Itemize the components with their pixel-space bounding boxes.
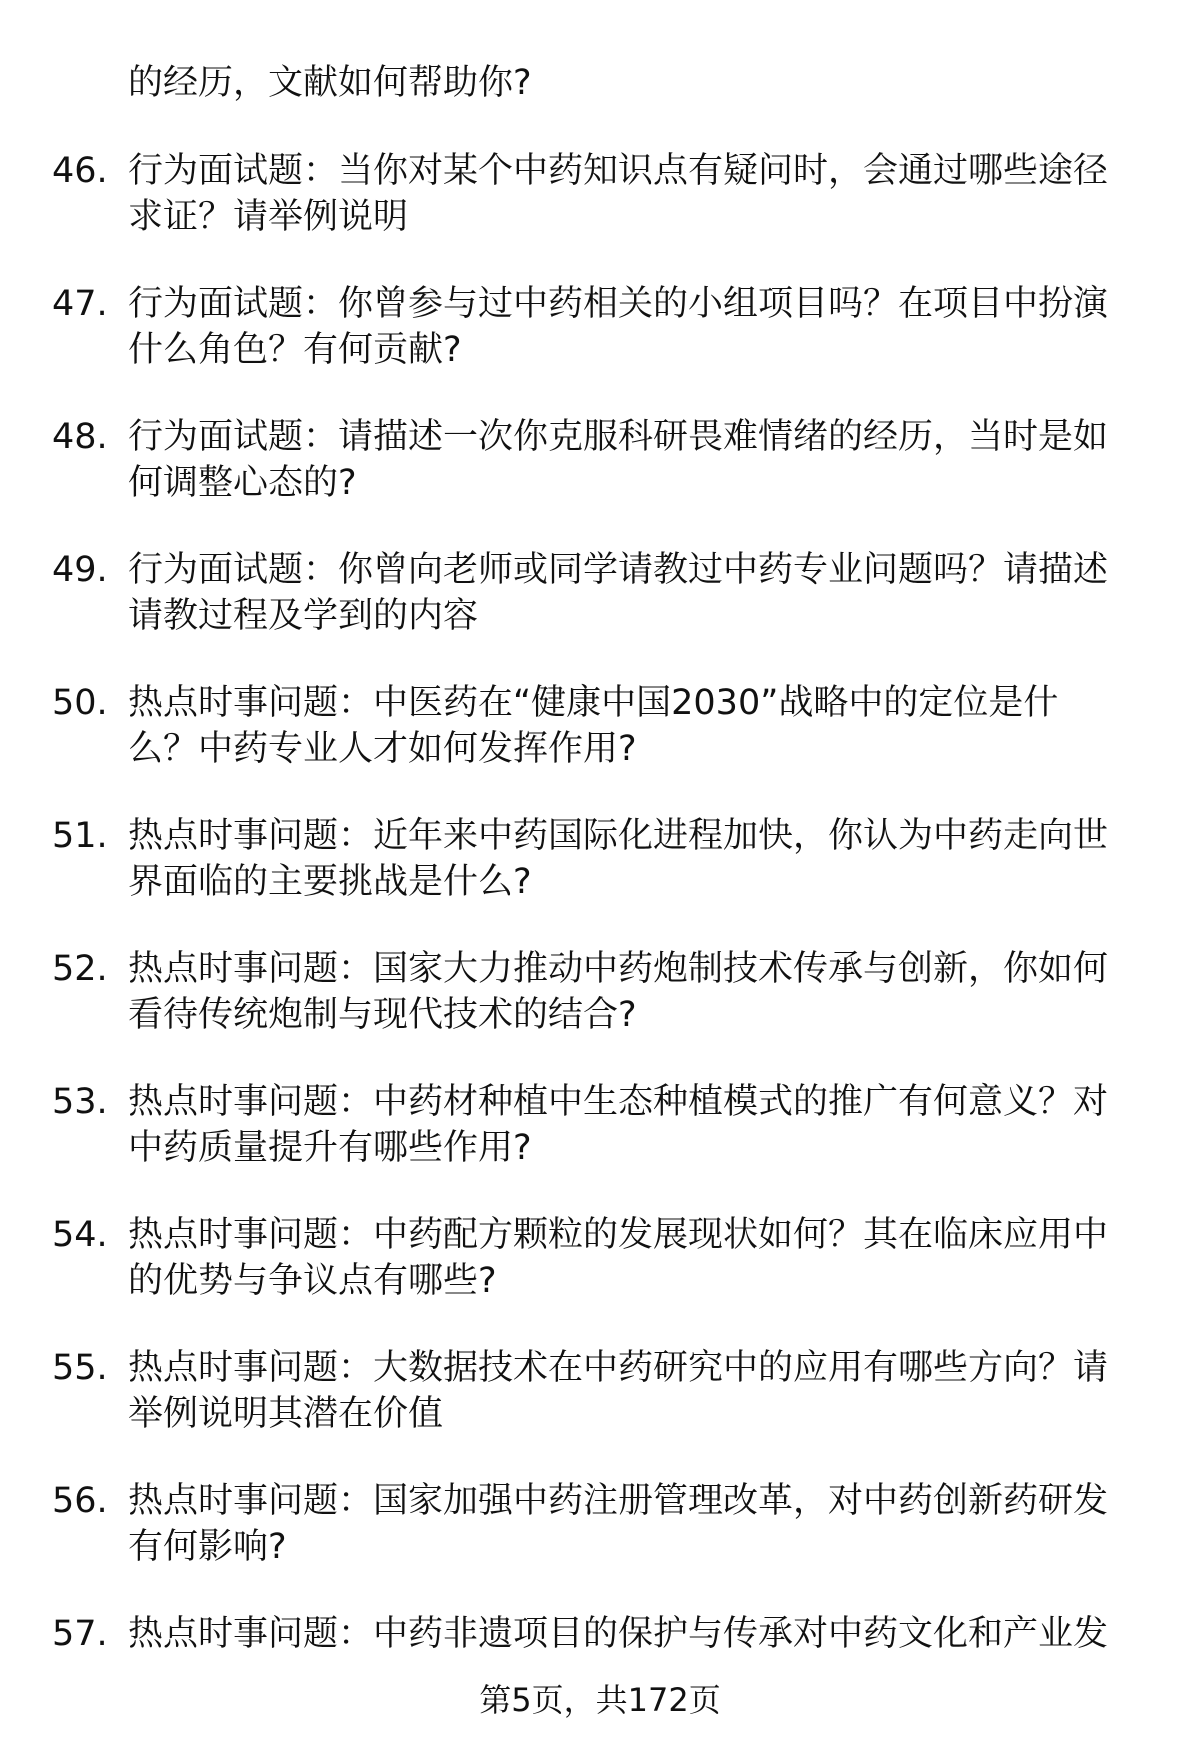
question-line: 热点时事问题：中药非遗项目的保护与传承对中药文化和产业发 xyxy=(128,1614,1109,1654)
question-line: 中药质量提升有哪些作用? xyxy=(128,1128,532,1168)
question-item-56 xyxy=(52,1478,1152,1588)
question-text xyxy=(128,813,1138,905)
question-text xyxy=(128,1212,1138,1304)
question-item-52 xyxy=(52,946,1152,1056)
question-item-46 xyxy=(52,148,1152,258)
question-number: 46. xyxy=(52,151,108,191)
question-text xyxy=(128,1079,1138,1171)
question-number: 50. xyxy=(52,683,108,723)
question-text xyxy=(128,414,1138,506)
question-item-49 xyxy=(52,547,1152,657)
question-line: 求证？请举例说明 xyxy=(128,197,409,237)
question-line: 何调整心态的? xyxy=(128,463,357,503)
question-line: 界面临的主要挑战是什么? xyxy=(128,862,532,902)
page-footer: 第5页，共172页 xyxy=(479,1681,721,1719)
question-text xyxy=(128,1345,1138,1437)
question-text xyxy=(128,1478,1138,1570)
question-text xyxy=(128,680,1138,772)
question-line: 行为面试题：请描述一次你克服科研畏难情绪的经历，当时是如 xyxy=(128,417,1109,457)
question-number: 47. xyxy=(52,284,108,324)
question-text xyxy=(128,148,1138,240)
question-text xyxy=(128,1611,1138,1657)
question-text xyxy=(128,547,1138,639)
question-number: 53. xyxy=(52,1082,108,1122)
question-item-48 xyxy=(52,414,1152,524)
question-number: 52. xyxy=(52,949,108,989)
question-line: 什么角色？有何贡献? xyxy=(128,330,462,370)
question-line: 有何影响? xyxy=(128,1527,287,1567)
question-line: 热点时事问题：国家加强中药注册管理改革，对中药创新药研发 xyxy=(128,1481,1109,1521)
question-line: 的优势与争议点有哪些? xyxy=(128,1261,497,1301)
question-number: 48. xyxy=(52,417,108,457)
question-item-47 xyxy=(52,281,1152,391)
question-line: 请教过程及学到的内容 xyxy=(128,596,479,636)
question-line: 行为面试题：当你对某个中药知识点有疑问时，会通过哪些途径 xyxy=(128,151,1109,191)
question-text xyxy=(128,946,1138,1038)
question-item-53 xyxy=(52,1079,1152,1189)
question-item-54 xyxy=(52,1212,1152,1322)
question-line: 看待传统炮制与现代技术的结合? xyxy=(128,995,637,1035)
question-line: 行为面试题：你曾向老师或同学请教过中药专业问题吗？请描述 xyxy=(128,550,1109,590)
question-line: 热点时事问题：大数据技术在中药研究中的应用有哪些方向？请 xyxy=(128,1348,1109,1388)
question-line: 热点时事问题：中药配方颗粒的发展现状如何？其在临床应用中 xyxy=(128,1215,1109,1255)
question-number: 49. xyxy=(52,550,108,590)
question-line: 举例说明其潜在价值 xyxy=(128,1394,444,1434)
question-line: 行为面试题：你曾参与过中药相关的小组项目吗？在项目中扮演 xyxy=(128,284,1109,324)
question-line: 热点时事问题：国家大力推动中药炮制技术传承与创新，你如何 xyxy=(128,949,1109,989)
question-line: 热点时事问题：中药材种植中生态种植模式的推广有何意义？对 xyxy=(128,1082,1109,1122)
question-list xyxy=(52,148,1152,1744)
question-item-55 xyxy=(52,1345,1152,1455)
question-number: 55. xyxy=(52,1348,108,1388)
continued-question-text: 的经历，文献如何帮助你? xyxy=(128,63,532,103)
question-number: 54. xyxy=(52,1215,108,1255)
question-item-51 xyxy=(52,813,1152,923)
question-number: 57. xyxy=(52,1614,108,1654)
question-line: 么？中药专业人才如何发挥作用? xyxy=(128,729,637,769)
question-line: 热点时事问题：近年来中药国际化进程加快，你认为中药走向世 xyxy=(128,816,1109,856)
question-text xyxy=(128,281,1138,373)
question-item-50 xyxy=(52,680,1152,790)
question-number: 56. xyxy=(52,1481,108,1521)
question-number: 51. xyxy=(52,816,108,856)
question-line: 热点时事问题：中医药在“健康中国2030”战略中的定位是什 xyxy=(128,683,1059,723)
